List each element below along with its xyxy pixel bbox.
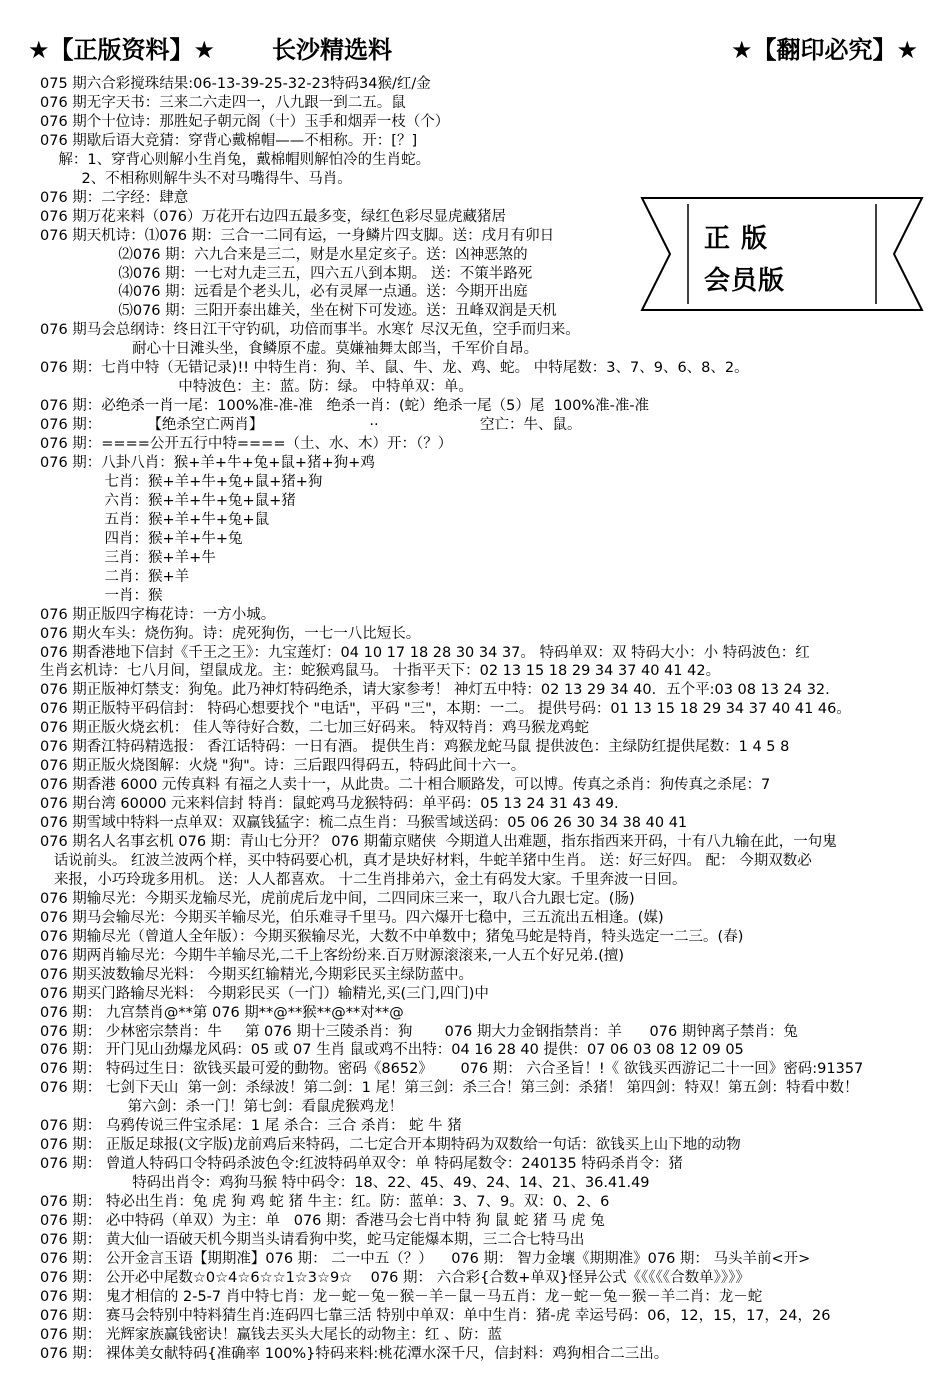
text-line: ⑸076 期：三阳开泰出雄关，坐在树下可发迹。送：丑峰双润是天机 [40,303,557,320]
text-line: 耐心十日滩头坐，食鳞原不虚。莫嫌袖舞太郎当，千军价自昂。 [40,341,539,358]
text-line: 076 期：必绝杀一肖一尾：100%准-准-准 绝杀一肖：(蛇）绝杀一尾（5）尾 100%准-准-准 [40,398,650,415]
text-line: 076 期天机诗：⑴076 期：三合一二同有运，一身鳞片四支脚。送：戌月有卯日 [40,227,555,244]
text-line: 六肖：猴+羊+牛+兔+鼠+猪 [40,492,296,509]
text-line: 076 期香港 6000 元传真料 有福之人卖十一，从此贵。二十相合顺路发，可以博。传真之杀肖：狗传真之杀尾：7 [40,777,771,794]
text-line: 076 期： 【绝杀空亡两肖】 ·· 空亡：牛、鼠。 [40,417,582,434]
text-line: 七肖：猴+羊+牛+兔+鼠+猪+狗 [40,473,323,490]
text-line: 076 期两肖输尽光：今期牛羊输尽光,二千上客纷纷来.百万财源滚滚来,一人五个好兄弟.(擅) [40,947,625,964]
text-line: 076 期： 赛马会特别中特料猜生肖:连码四七靠三活 特别中单双：单中生肖：猪-虎 幸运号码：06，12，15，17，24，26 [40,1307,831,1324]
text-line: 076 期： 鬼才相信的 2-5-7 肖中特七肖：龙－蛇－兔－猴－羊－鼠－马五肖：龙－蛇－兔－猴－羊二肖：龙－蛇 [40,1288,763,1305]
text-line: 076 期： 正版足球报(文字版)龙前鸡后来特码，二七定合开本期特码为双数给一句话：欲钱买上山下地的动物 [40,1137,741,1154]
text-line: ⑶076 期：一七对九走三五，四六五八到本期。 送：不策半路死 [40,265,533,282]
header-left-tag: ★【正版资料】★ [28,36,216,64]
text-line: 生肖玄机诗：七八月间，望鼠成龙。主：蛇猴鸡鼠马。 十指平天下：02 13 15 18 29 34 37 40 41 42。 [40,663,721,680]
text-line: 076 期正版火烧玄机： 佳人等待好合数，二七加三好码来。 特双特肖：鸡马猴龙鸡蛇 [40,720,590,737]
text-line: 076 期输尽光：今期买龙输尽光，虎前虎后龙中间，二四同床三来一，取八合九跟七定。(肠) [40,890,635,907]
text-line: 076 期火车头：烧伤狗。诗：虎死狗伤，一七一八比短长。 [40,625,421,642]
text-line: 076 期正版四字梅花诗：一方小城。 [40,606,276,623]
text-line: 076 期： 九宫禁肖@**第 076 期**@**猴**@**对**@ [40,1004,404,1021]
text-line: 076 期香港地下信封《千王之王》：九宝莲灯：04 10 17 18 28 30 34 37。 特码单双：双 特码大小：小 特码波色：红 [40,644,810,661]
text-line: 076 期： 特必出生肖：兔 虎 狗 鸡 蛇 猪 牛主：红。防：蓝单：3、7、9。双：0、2、6 [40,1194,610,1211]
text-line: 076 期： 裸体美女献特码{准确率 100%}特码来料:桃花潭水深千尺，信封料：鸡狗相合二三出。 [40,1345,669,1362]
text-line: 076 期个十位诗：那胜妃子朝元阁（十）玉手和烟弄一枝（个） [40,113,450,130]
text-line: ⑵076 期：六九合来是三二，财是水星定亥子。送：凶神恶煞的 [40,246,528,263]
text-line: 076 期无字天书：三来二六走四一，八九跟一到二五。鼠 [40,94,406,111]
text-line: 话说前头。 红波兰波两个样，买中特码要心机，真才是块好材料，牛蛇羊猪中生肖。 送：好三好四。 配： 今期双数必 [40,852,812,869]
text-line: 2、不相称则解牛头不对马嘴得牛、马肖。 [40,170,352,187]
text-line: 076 期香江特码精选报： 香江话特码：一日有酒。 提供生肖：鸡猴龙蛇马鼠 提供波色：主绿防红提供尾数：1 4 5 8 [40,739,790,756]
text-line: 076 期正版特平码信封： 特码心想要找个 "电话"，平码 "三"，本期：一二。 提供号码：01 13 15 18 29 34 37 40 41 46。 [40,701,851,718]
text-line: 076 期正版火烧图解：火烧 "狗"。诗：三后跟四得码五，特码此间十六一。 [40,758,526,775]
text-line: 076 期名人名事玄机 076 期：青山七分开？ 076 期葡京赌侠 今期道人出难题，指东指西来开码，十有八九输在此，一句鬼 [40,834,837,850]
text-line: 076 期： 乌鸦传说三件宝杀尾：1 尾 杀合：三合 杀肖： 蛇 牛 猪 [40,1118,462,1135]
text-line: 解：1、穿背心则解小生肖兔，戴棉帽则解怕冷的生肖蛇。 [40,151,431,168]
text-line: 一肖：猴 [40,587,163,604]
text-line: 076 期： 开门见山劲爆龙风码：05 或 07 生肖 鼠或鸡不出特：04 16 28 40 提供：07 06 03 08 12 09 05 [40,1042,744,1059]
text-line: 076 期雪域中特料一点单双：双赢钱猛字：梳二点生肖：马猴雪域送码：05 06 26 30 34 38 40 41 [40,815,688,832]
badge-line-1: 正 版 [704,224,769,254]
text-line: 四肖：猴+羊+牛+兔 [40,530,243,547]
text-line: 076 期：八卦八肖：猴+羊+牛+兔+鼠+猪+狗+鸡 [40,455,375,471]
text-line: 075 期六合彩搅珠结果:06-13-39-25-32-23特码34猴/红/金 [40,76,431,92]
text-line: 076 期： 七剑下天山 第一剑：杀绿波！第二剑：1 尾！第三剑：杀三合！第三剑：杀猪！ 第四剑：特双！第五剑：特看中数！ [40,1080,859,1097]
header-right-tag: ★【翻印必究】★ [730,36,918,64]
text-line: 076 期买波数输尽光料： 今期买红输精光,今期彩民买主绿防蓝中。 [40,966,474,983]
text-line: 076 期买门路输尽光料： 今期彩民买（一门）输精光,买(三门,四门)中 [40,985,489,1002]
text-line: 特码出肖令：鸡狗马猴 特中码令：18、22、45、49、24、14、21、36.41.49 [40,1175,650,1192]
text-line: ⑷076 期：远看是个老头儿，必有灵犀一点通。送：今期开出庭 [40,284,528,301]
text-line: 076 期：七肖中特（无错记录)!! 中特生肖：狗、羊、鼠、牛、龙、鸡、蛇。 中特尾数：3、7、9、6、8、2。 [40,360,749,377]
text-line: 076 期： 必中特码（单双）为主：单 076 期：香港马会七肖中特 狗 鼠 蛇 猪 马 虎 兔 [40,1213,605,1229]
text-line: 第六剑：杀一门！第七剑：看鼠虎猴鸡龙！ [40,1099,404,1116]
text-line: 五肖：猴+羊+牛+兔+鼠 [40,511,270,528]
text-line: 076 期歇后语大竞猜：穿背心戴棉帽——不相称。开：[？] [40,132,418,149]
text-line: 076 期： 特码过生日：欲钱买最可爱的動物。密码《8652》 076 期： 六合圣旨！!《 欲钱买西游记二十一回》密码:91357 [40,1061,864,1078]
member-edition-badge [636,192,928,316]
badge-line-2: 会员版 [704,266,786,296]
text-line: 076 期输尽光（曾道人全年版）：今期买猴输尽光，大数不中单数中；猪兔马蛇是特肖，特头选定一二三。(春) [40,928,744,945]
text-line: 076 期： 曾道人特码口令特码杀波色令:红波特码单双令：单 特码尾数令：240135 特码杀肖令：猪 [40,1156,683,1173]
text-line: 三肖：猴+羊+牛 [40,549,216,566]
ribbon-banner-icon [636,192,928,316]
text-line: 076 期马会总纲诗：终日江干守钓矶，功倍而事半。水寒饣尽汉无鱼，空手而归来。 [40,322,580,339]
text-line: 076 期： 黄大仙一语破天机今期当头请看狗中奖，蛇马定能爆本期，三二合七特马出 [40,1231,585,1248]
text-line: 076 期： 公开必中尾数☆0☆4☆6☆☆1☆3☆9☆ 076 期： 六合彩{合数+单双}怪异公式《《《《《合数单》》》》 [40,1269,750,1286]
text-line: 076 期马会输尽光：今期买羊输尽光，伯乐难寻千里马。四六爆开七稳中，三五流出五相逢。(媒) [40,909,664,926]
text-line: 076 期： 公开金言玉语【期期准】076 期： 二一中五（？） 076 期： 智力金壤《期期准》076 期： 马头羊前<开> [40,1250,811,1267]
page-title: 长沙精选料 [272,36,392,64]
text-line: 中特波色：主：蓝。防：绿。 中特单双：单。 [40,379,473,396]
text-line: 076 期正版神灯禁支：狗兔。此乃神灯特码绝杀，请大家参考！ 神灯五中特：02 13 29 34 40．五个平:03 08 13 24 32. [40,682,830,699]
text-line: 076 期：二字经：肆意 [40,189,189,206]
text-line: 来报，小巧玲珑多用机。 送：人人都喜欢。 十二生肖排弟六，金土有码发大家。千里奔波一日回。 [40,871,687,888]
text-line: 076 期： 光辉家族赢钱密诀！赢钱去买头大尾长的动物主：红 、防：蓝 [40,1326,503,1343]
text-line: 076 期台湾 60000 元来料信封 特肖：鼠蛇鸡马龙猴特码：单平码：05 13 24 31 43 49. [40,796,619,813]
text-line: 076 期万花来料（076）万花开右边四五最多变，绿红色彩尽显虎藏猪居 [40,208,506,225]
text-line: 076 期：====公开五行中特====（土、水、木）开：（？） [40,436,453,453]
text-line: 二肖：猴+羊 [40,568,190,585]
text-line: 076 期： 少林密宗禁肖：牛 第 076 期十三陵杀肖：狗 076 期大力金钢指禁肖：羊 076 期钟离子禁肖：兔 [40,1023,798,1040]
